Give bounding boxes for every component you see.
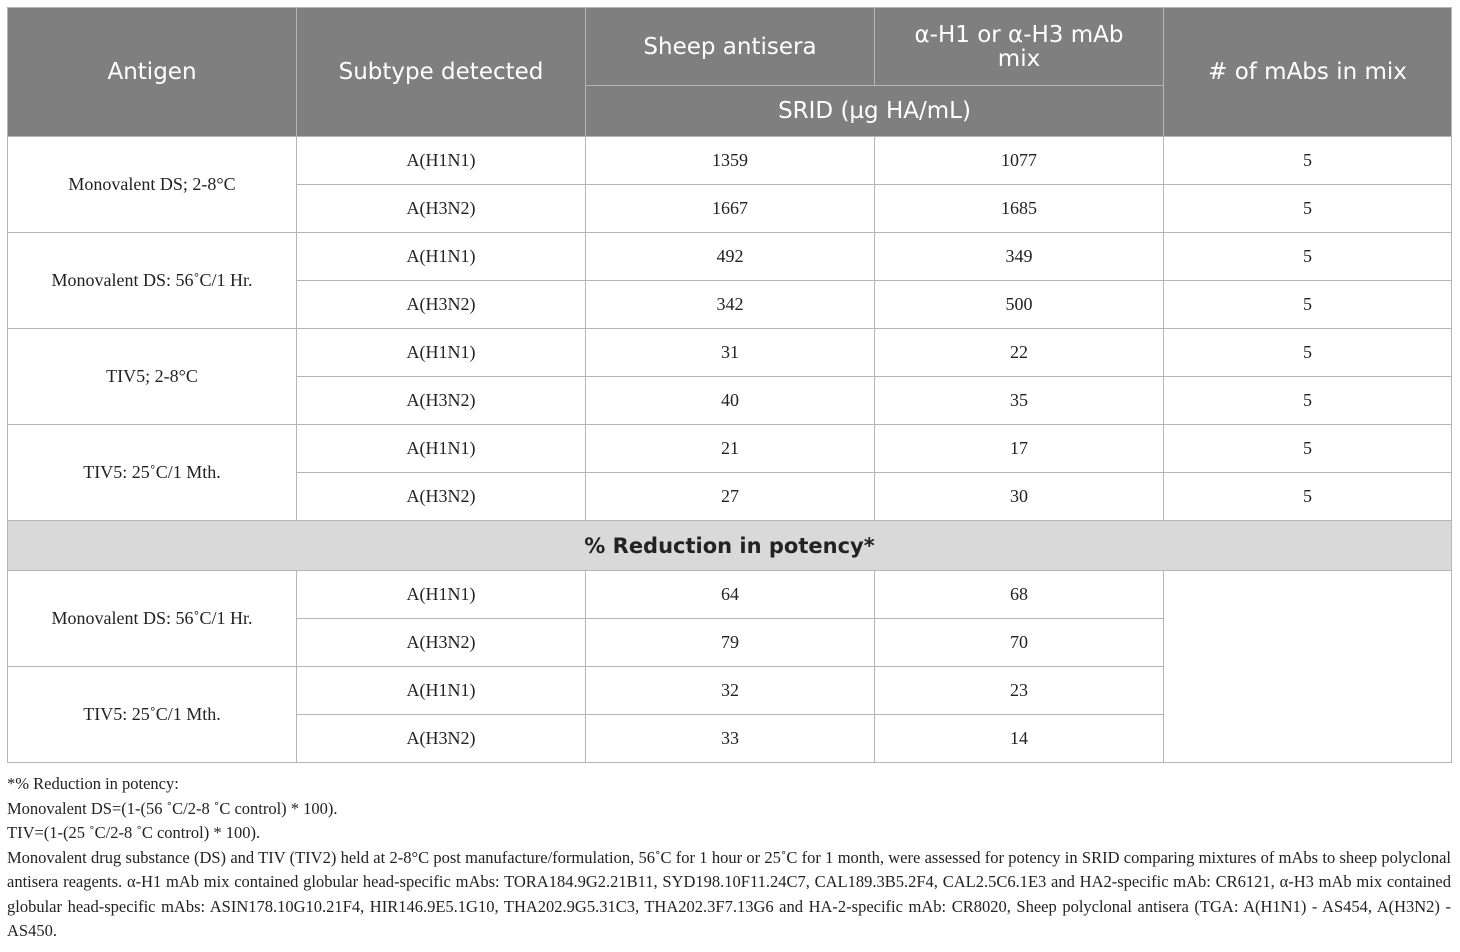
sheep-value: 492 xyxy=(586,233,875,281)
mab-value: 35 xyxy=(875,377,1164,425)
table-row xyxy=(8,571,1452,619)
header-antigen: Antigen xyxy=(8,8,297,137)
antigen-cell: Monovalent DS; 2-8°C xyxy=(8,137,297,233)
footnote-paragraph: Monovalent drug substance (DS) and TIV (TIV2) held at 2-8°C post manufacture/formulation, 56˚C for 1 hour or 25˚C for 1 month, were assessed for potency in SRID comparing mixtures of mAbs to sheep polyclonal antisera reagents. α-H1 mAb mix contained globular head-specific mAbs: TORA184.9G2.21B11, SYD198.10F11.24C7, CAL189.3B5.2F4, CAL2.5C6.1E3 and HA2-specific mAb: CR6121, α-H3 mAb mix contained globular head-specific mAbs: ASIN178.10G10.21F4, HIR146.9E5.1G10, THA202.9G5.31C3, THA202.3F7.13G6 and HA-2-specific mAb: CR8020, Sheep polyclonal antisera (TGA: A(H1N1) - AS454, A(H3N2) - AS450. xyxy=(7,847,1451,940)
antigen-cell: TIV5: 25˚C/1 Mth. xyxy=(8,425,297,521)
subtype-cell: A(H3N2) xyxy=(297,185,586,233)
num-mabs-value: 5 xyxy=(1164,377,1452,425)
antigen-cell: TIV5; 2-8°C xyxy=(8,329,297,425)
num-mabs-value: 5 xyxy=(1164,281,1452,329)
header-mab-mix xyxy=(875,8,1164,86)
sheep-reduction-value: 33 xyxy=(586,715,875,763)
mab-value: 30 xyxy=(875,473,1164,521)
footnote-line: Monovalent DS=(1-(56 ˚C/2-8 ˚C control) * 100). xyxy=(7,798,338,818)
num-mabs-value: 5 xyxy=(1164,137,1452,185)
antigen-cell: Monovalent DS: 56˚C/1 Hr. xyxy=(8,233,297,329)
sheep-value: 31 xyxy=(586,329,875,377)
num-mabs-value: 5 xyxy=(1164,425,1452,473)
table-row xyxy=(8,425,1452,473)
srid-potency-table xyxy=(7,7,1452,763)
sheep-value: 27 xyxy=(586,473,875,521)
subtype-cell: A(H1N1) xyxy=(297,571,586,619)
num-mabs-value: 5 xyxy=(1164,185,1452,233)
table-row xyxy=(8,233,1452,281)
subtype-cell: A(H3N2) xyxy=(297,281,586,329)
section-title: % Reduction in potency* xyxy=(8,521,1452,571)
sheep-value: 342 xyxy=(586,281,875,329)
subtype-cell: A(H1N1) xyxy=(297,329,586,377)
mab-reduction-value: 14 xyxy=(875,715,1164,763)
subtype-cell: A(H3N2) xyxy=(297,715,586,763)
sheep-value: 1359 xyxy=(586,137,875,185)
mab-reduction-value: 23 xyxy=(875,667,1164,715)
num-mabs-value: 5 xyxy=(1164,233,1452,281)
antigen-cell: Monovalent DS: 56˚C/1 Hr. xyxy=(8,571,297,667)
table-row xyxy=(8,137,1452,185)
subtype-cell: A(H3N2) xyxy=(297,619,586,667)
num-mabs-value: 5 xyxy=(1164,473,1452,521)
sheep-value: 1667 xyxy=(586,185,875,233)
header-mab-mix-text: α-H1 or α-H3 mAb mix xyxy=(914,21,1124,72)
subtype-cell: A(H1N1) xyxy=(297,425,586,473)
subtype-cell: A(H3N2) xyxy=(297,377,586,425)
mab-reduction-value: 68 xyxy=(875,571,1164,619)
table-footnotes xyxy=(7,772,1451,944)
mab-value: 349 xyxy=(875,233,1164,281)
header-subtype: Subtype detected xyxy=(297,8,586,137)
mab-reduction-value: 70 xyxy=(875,619,1164,667)
section-row xyxy=(8,521,1452,571)
mab-value: 500 xyxy=(875,281,1164,329)
mab-value: 1077 xyxy=(875,137,1164,185)
subtype-cell: A(H1N1) xyxy=(297,667,586,715)
empty-cell xyxy=(1164,571,1452,763)
mab-value: 22 xyxy=(875,329,1164,377)
footnote-line: *% Reduction in potency: xyxy=(7,774,179,793)
header-num-mabs: # of mAbs in mix xyxy=(1164,8,1452,137)
mab-value: 1685 xyxy=(875,185,1164,233)
sheep-value: 21 xyxy=(586,425,875,473)
sheep-value: 40 xyxy=(586,377,875,425)
subtype-cell: A(H1N1) xyxy=(297,233,586,281)
sheep-reduction-value: 64 xyxy=(586,571,875,619)
num-mabs-value: 5 xyxy=(1164,329,1452,377)
table-row xyxy=(8,329,1452,377)
sheep-reduction-value: 79 xyxy=(586,619,875,667)
subtype-cell: A(H1N1) xyxy=(297,137,586,185)
header-srid: SRID (µg HA/mL) xyxy=(586,86,1164,137)
table-container xyxy=(7,7,1451,944)
subtype-cell: A(H3N2) xyxy=(297,473,586,521)
sheep-reduction-value: 32 xyxy=(586,667,875,715)
mab-value: 17 xyxy=(875,425,1164,473)
footnote-line: TIV=(1-(25 ˚C/2-8 ˚C control) * 100). xyxy=(7,823,261,842)
header-sheep-antisera: Sheep antisera xyxy=(586,8,875,86)
antigen-cell: TIV5: 25˚C/1 Mth. xyxy=(8,667,297,763)
